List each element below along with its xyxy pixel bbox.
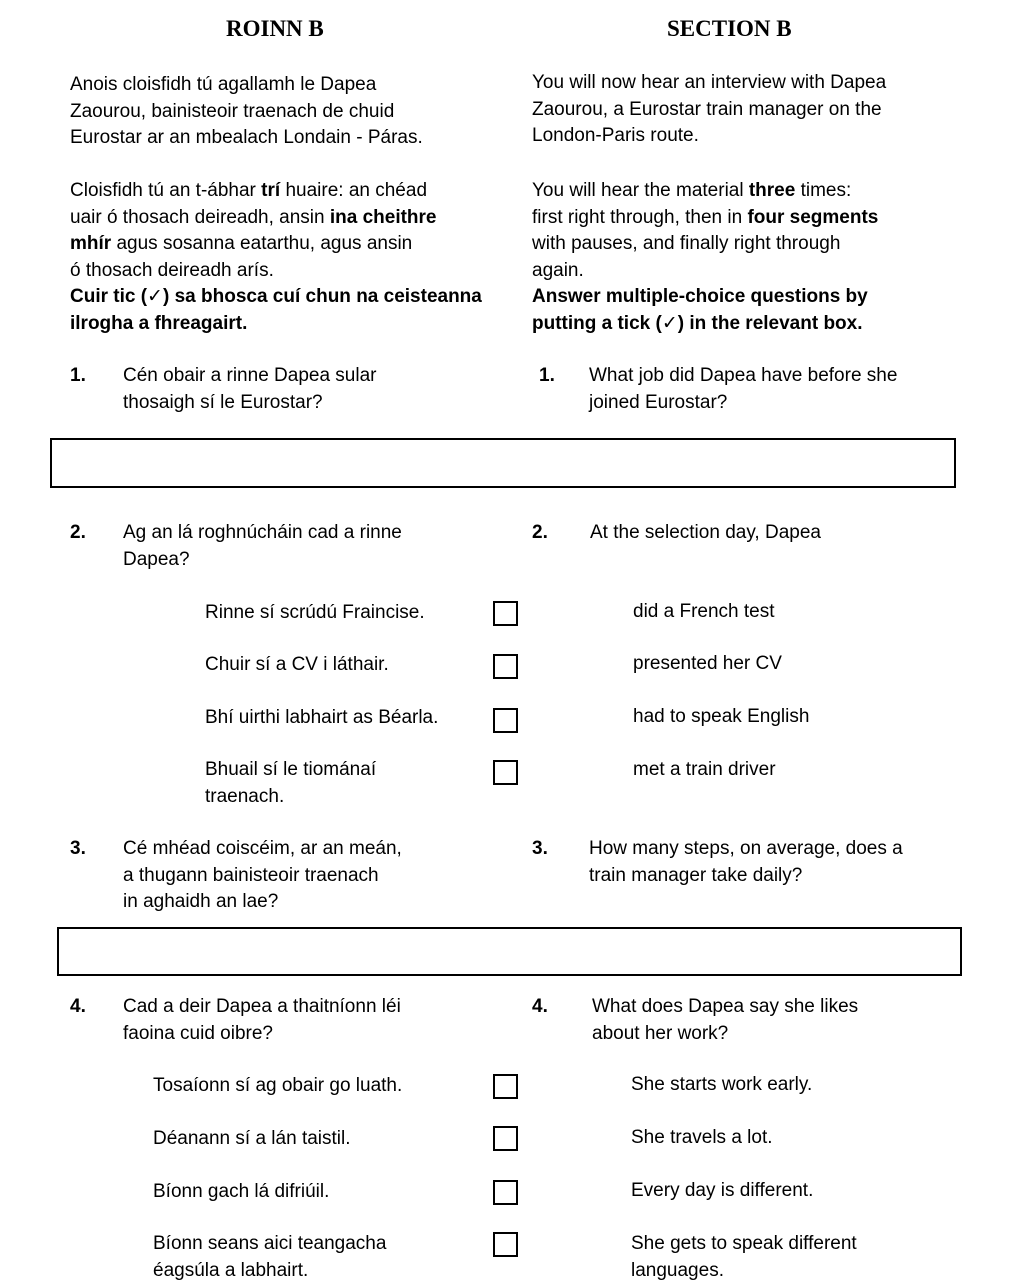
q4-option-3-irish: Bíonn gach lá difriúil. xyxy=(153,1181,330,1202)
question-2-number-irish: 2. xyxy=(70,522,86,543)
text-line: Zaourou, bainisteoir traenach de chuid xyxy=(70,100,395,122)
q4-option-4-checkbox[interactable] xyxy=(493,1232,518,1257)
question-2-number-english: 2. xyxy=(532,522,548,543)
q2-option-4-english: met a train driver xyxy=(633,759,776,780)
instruction-irish: Cuir tic (✓) sa bhosca cuí chun na ceisteanna xyxy=(70,286,482,307)
text-line: You will now hear an interview with Dapea xyxy=(532,72,887,93)
text-line: Anois cloisfidh tú agallamh le Dapea xyxy=(70,74,377,95)
question-4-irish: Cad a deir Dapea a thaitníonn léi faoina cuid oibre? xyxy=(123,996,401,1044)
question-4-number-english: 4. xyxy=(532,996,548,1017)
section-title-english: SECTION B xyxy=(667,16,792,41)
question-1-english: What job did Dapea have before she joined Eurostar? xyxy=(589,365,898,413)
q4-option-1-irish: Tosaíonn sí ag obair go luath. xyxy=(153,1075,403,1096)
section-title-irish: ROINN B xyxy=(226,16,324,41)
q2-option-1-irish: Rinne sí scrúdú Fraincise. xyxy=(205,602,425,623)
question-3-number-english: 3. xyxy=(532,838,548,859)
question-1-number-english: 1. xyxy=(539,365,555,386)
q2-option-3-irish: Bhí uirthi labhairt as Béarla. xyxy=(205,707,439,728)
q2-option-3-checkbox[interactable] xyxy=(493,708,518,733)
question-3-english: How many steps, on average, does a train manager take daily? xyxy=(589,838,903,886)
question-1-answer-box[interactable] xyxy=(50,438,956,488)
q2-option-3-english: had to speak English xyxy=(633,706,810,727)
intro-english-paragraph-2: You will hear the material three times: first right through, then in four segments with pauses, and finally right through again. Answer multiple-choice questions by putting a tick (✓) in the relevant box. xyxy=(532,178,972,337)
intro-irish-paragraph-1 xyxy=(70,72,490,152)
q4-option-2-checkbox[interactable] xyxy=(493,1126,518,1151)
text-line: Eurostar ar an mbealach Londain - Páras. xyxy=(70,127,423,148)
text-line: London-Paris route. xyxy=(532,125,699,146)
instruction-english-cont: putting a tick (✓) in the relevant box. xyxy=(532,312,863,334)
q2-option-4-irish: Bhuail sí le tiománaí traenach. xyxy=(205,759,377,807)
q4-option-2-irish: Déanann sí a lán taistil. xyxy=(153,1128,351,1149)
question-3-number-irish: 3. xyxy=(70,838,86,859)
instruction-english: Answer multiple-choice questions by xyxy=(532,286,868,307)
q2-option-2-irish: Chuir sí a CV i láthair. xyxy=(205,654,389,675)
question-1-irish: Cén obair a rinne Dapea sular thosaigh sí le Eurostar? xyxy=(123,365,377,413)
q4-option-3-checkbox[interactable] xyxy=(493,1180,518,1205)
q4-option-1-checkbox[interactable] xyxy=(493,1074,518,1099)
instruction-irish-cont: ilrogha a fhreagairt. xyxy=(70,312,248,334)
intro-irish-paragraph-2: Cloisfidh tú an t-ábhar trí huaire: an chéad uair ó thosach deireadh, ansin ina cheithre mhír agus sosanna eatarthu, agus ansin ó thosach deireadh arís. Cuir tic (✓) sa bhosca cuí chun na ceisteanna ilrogha a fhreagairt. xyxy=(70,178,500,337)
q4-option-3-english: Every day is different. xyxy=(631,1180,814,1201)
question-3-answer-box[interactable] xyxy=(57,927,962,976)
q2-option-2-checkbox[interactable] xyxy=(493,654,518,679)
question-4-number-irish: 4. xyxy=(70,996,86,1017)
q2-option-4-checkbox[interactable] xyxy=(493,760,518,785)
question-3-irish: Cé mhéad coiscéim, ar an meán, a thugann bainisteoir traenach in aghaidh an lae? xyxy=(123,838,402,912)
q2-option-1-english: did a French test xyxy=(633,601,775,622)
q4-option-4-irish: Bíonn seans aici teangacha éagsúla a labhairt. xyxy=(153,1233,387,1281)
q2-option-2-english: presented her CV xyxy=(633,653,782,674)
intro-english-paragraph-1 xyxy=(532,70,972,150)
q2-option-1-checkbox[interactable] xyxy=(493,601,518,626)
text-line: Zaourou, a Eurostar train manager on the xyxy=(532,98,882,120)
question-4-english: What does Dapea say she likes about her work? xyxy=(592,996,859,1044)
question-2-english: At the selection day, Dapea xyxy=(590,522,821,543)
q4-option-2-english: She travels a lot. xyxy=(631,1127,773,1148)
question-2-irish: Ag an lá roghnúcháin cad a rinne Dapea? xyxy=(123,522,402,570)
q4-option-1-english: She starts work early. xyxy=(631,1074,813,1095)
question-1-number-irish: 1. xyxy=(70,365,86,386)
q4-option-4-english: She gets to speak different languages. xyxy=(631,1233,857,1281)
